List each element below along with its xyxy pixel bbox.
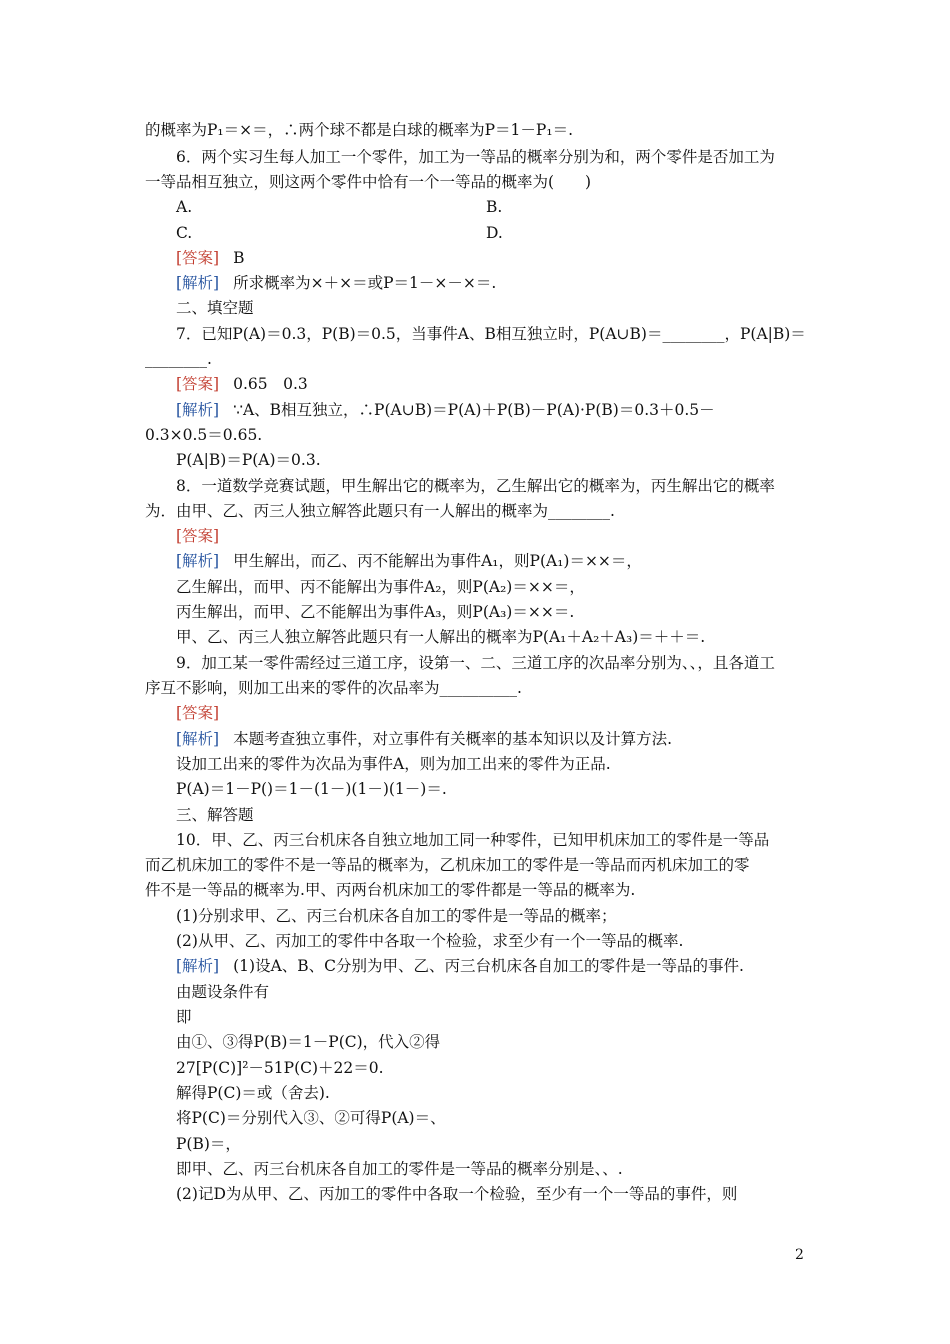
question-10: 10．甲、乙、丙三台机床各自独立地加工同一种零件，已知甲机床加工的零件是一等品: [176, 831, 770, 849]
analysis-tag: [解析]: [176, 552, 220, 570]
text-line: 乙生解出，而甲、丙不能解出为事件A₂，则P(A₂)＝××＝，: [176, 578, 585, 596]
analysis-line: [176, 549, 642, 574]
answer-tag: [答案]: [176, 527, 220, 545]
text-line: P(A)＝1－P()＝1－(1－)(1－)(1－)＝.: [176, 780, 447, 798]
text-line: P(B)＝，: [176, 1135, 241, 1153]
option-b: B.: [486, 198, 503, 216]
analysis-text: 所求概率为×＋×＝或P＝1－×－×＝.: [233, 274, 497, 292]
text-line: 序互不影响，则加工出来的零件的次品率为__________.: [145, 679, 522, 697]
analysis-line: [176, 727, 672, 752]
page-number: 2: [795, 1247, 804, 1263]
answer-line: [176, 524, 233, 549]
text-line: 的概率为P₁＝×＝，∴两个球不都是白球的概率为P＝1－P₁＝.: [145, 121, 573, 139]
text-line: ________.: [145, 350, 212, 368]
text-line: 即: [176, 1008, 192, 1026]
text-line: 由题设条件有: [176, 983, 270, 1001]
text-line: (2)从甲、乙、丙加工的零件中各取一个检验，求至少有一个一等品的概率.: [176, 932, 684, 950]
text-line: 由①、③得P(B)＝1－P(C)，代入②得: [176, 1033, 441, 1051]
text-line: 一等品相互独立，则这两个零件中恰有一个一等品的概率为( ): [145, 173, 592, 191]
question-6: 6．两个实习生每人加工一个零件，加工为一等品的概率分别为和，两个零件是否加工为: [176, 148, 775, 166]
text-line: 设加工出来的零件为次品为事件A，则为加工出来的零件为正品.: [176, 755, 611, 773]
analysis-tag: [解析]: [176, 730, 220, 748]
answer-line: [176, 701, 233, 726]
answer-line: [176, 372, 308, 397]
text-line: 而乙机床加工的零件不是一等品的概率为，乙机床加工的零件是一等品而丙机床加工的零: [145, 856, 750, 874]
answer-text: 0.65 0.3: [233, 375, 308, 393]
text-line: 即甲、乙、丙三台机床各自加工的零件是一等品的概率分别是、、.: [176, 1160, 623, 1178]
question-7: 7．已知P(A)＝0.3，P(B)＝0.5，当事件A、B相互独立时，P(A∪B)＝________，P(A|B)＝: [176, 325, 806, 343]
analysis-tag: [解析]: [176, 401, 220, 419]
analysis-tag: [解析]: [176, 957, 220, 975]
text-line: 0.3×0.5＝0.65.: [145, 426, 263, 444]
analysis-line: [176, 954, 744, 979]
question-8: 8．一道数学竞赛试题，甲生解出它的概率为，乙生解出它的概率为，丙生解出它的概率: [176, 477, 775, 495]
analysis-tag: [解析]: [176, 274, 220, 292]
analysis-line: [176, 398, 715, 423]
text-line: 27[P(C)]²－51P(C)＋22＝0.: [176, 1059, 384, 1077]
question-9: 9．加工某一零件需经过三道工序，设第一、二、三道工序的次品率分别为、、，且各道工: [176, 654, 775, 672]
text-line: (1)分别求甲、乙、丙三台机床各自加工的零件是一等品的概率；: [176, 907, 617, 925]
section-heading: 二、填空题: [176, 299, 254, 317]
analysis-text: 本题考查独立事件，对立事件有关概率的基本知识以及计算方法.: [233, 730, 673, 748]
option-d: D.: [486, 224, 503, 242]
answer-line: [176, 246, 245, 271]
analysis-line: [176, 271, 496, 296]
text-line: 将P(C)＝分别代入③、②可得P(A)＝、: [176, 1109, 446, 1127]
analysis-text: (1)设A、B、C分别为甲、乙、丙三台机床各自加工的零件是一等品的事件.: [233, 957, 744, 975]
answer-tag: [答案]: [176, 375, 220, 393]
analysis-text: ∵A、B相互独立，∴P(A∪B)＝P(A)＋P(B)－P(A)·P(B)＝0.3＋0.5－: [233, 401, 715, 419]
analysis-text: 甲生解出，而乙、丙不能解出为事件A₁，则P(A₁)＝××＝，: [233, 552, 642, 570]
answer-text: B: [233, 249, 245, 267]
section-heading: 三、解答题: [176, 806, 254, 824]
text-line: (2)记D为从甲、乙、丙加工的零件中各取一个检验，至少有一个一等品的事件，则: [176, 1185, 738, 1203]
text-line: 解得P(C)＝或（舍去).: [176, 1084, 330, 1102]
text-line: 件不是一等品的概率为.甲、丙两台机床加工的零件都是一等品的概率为.: [145, 881, 636, 899]
option-a: A.: [176, 198, 193, 216]
text-line: P(A|B)＝P(A)＝0.3.: [176, 451, 321, 469]
text-line: 丙生解出，而甲、乙不能解出为事件A₃，则P(A₃)＝××＝.: [176, 603, 575, 621]
text-line: 为．由甲、乙、丙三人独立解答此题只有一人解出的概率为________.: [145, 502, 615, 520]
answer-tag: [答案]: [176, 704, 220, 722]
text-line: 甲、乙、丙三人独立解答此题只有一人解出的概率为P(A₁＋A₂＋A₃)＝＋＋＝.: [176, 628, 706, 646]
option-c: C.: [176, 224, 193, 242]
answer-tag: [答案]: [176, 249, 220, 267]
